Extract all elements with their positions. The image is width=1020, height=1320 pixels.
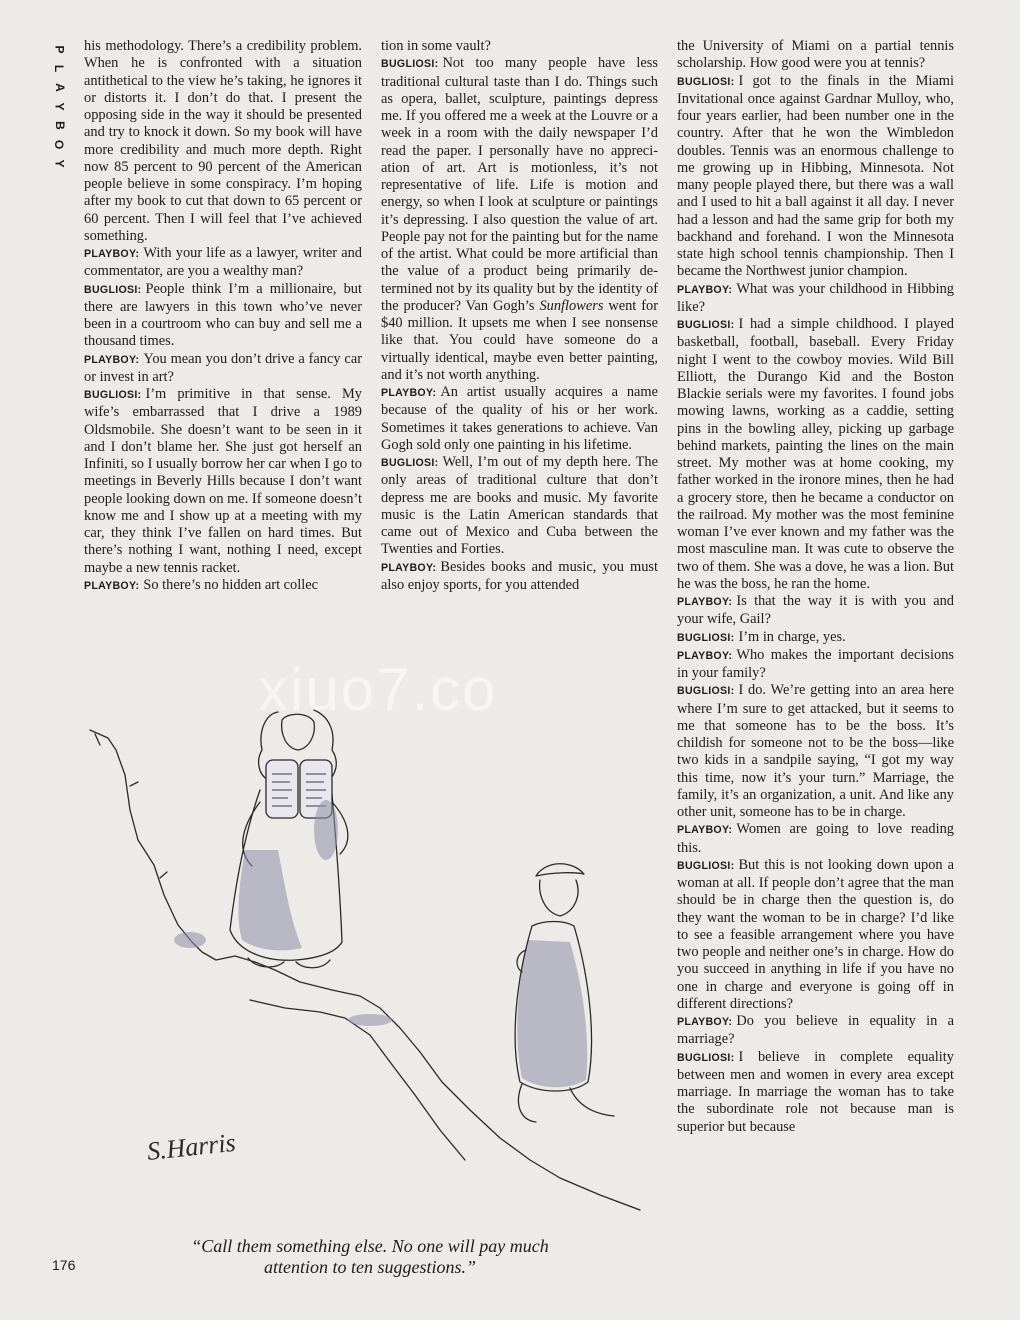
text-column-3	[677, 38, 954, 1136]
paragraph-text: Who makes the important decisions in your family?	[677, 646, 954, 681]
speaker-label: PLAYBOY:	[84, 353, 140, 366]
interview-paragraph	[677, 1013, 954, 1049]
cartoon-illustration	[70, 690, 670, 1220]
paragraph-text: But this is not looking down upon a woman at all. If people don’t agree that the man should be in charge then the question is, do they want the woman to be in charge? I’d like to see a feasible arrangement where you have two people and neither one’s in charge. How do you succeed in anything in life if you have no one in charge and everyone is going off in different directions?	[677, 856, 954, 1012]
paragraph-text: Not too many people have less traditional cultural taste than I do. Things such as opera, ballet, sculpture, paintings depress me. If you offered me a week at the Louvre or a week in a room with the daily newspaper I’d read the paper. I personally have no appreciation of art. Art is motionless, it’s not representative of life. Life is motion and energy, so when I look at sculpture or paintings it’s depressing. I also question the value of art. People pay not for the painting but for the name of the artist. What could be more artificial than the value of a product being primarily determined not by its quality but by the identity of the producer? Van Gogh’s	[381, 55, 658, 314]
speaker-label: PLAYBOY:	[677, 596, 733, 608]
speaker-label: PLAYBOY:	[677, 824, 733, 837]
continued-paragraph	[84, 38, 362, 245]
speaker-label: BUGLIOSI:	[381, 58, 439, 71]
paragraph-text: his methodology. There’s a credibility problem. When he is confronted with a situation antithetical to the view he’s taking, he ignores it or distorts it. I don’t do that. I present the opposing side in the way it should be presented and try to knock it down. So my book will have more credibility and much more depth. Right now 85 percent to 90 percent of the American people believe in some conspiracy. I’m hoping after my book to cut that down to 65 percent or 60 percent. Then I will feel that I’ve achieved something.	[84, 38, 362, 244]
paragraph-text: I got to the finals in the Miami Invitational once against Gardnar Mulloy, who, four years earlier, had been number one in the country. After that he won the Wimbledon doubles. Tennis was an enormous challenge to me growing up in Hibbing, Minnesota. Not many people played there, but there was a wall and I used to hit a ball against it all day. I never had a lesson and had the same grip for both my backhand and forehand. I won the Minnesota state high school tennis championship. Then I became the Northwest junior champion.	[677, 72, 954, 280]
interview-paragraph	[84, 245, 362, 281]
text-column-2	[381, 38, 658, 594]
speaker-label: BUGLIOSI:	[84, 389, 142, 401]
paragraph-text: I’m primitive in that sense. My wife’s embarrassed that I drive a 1989 Oldsmobile. She doesn’t want to be seen in it and I don’t blame her. She just got herself an Infiniti, so I usually borrow her car when I go to meetings in Beverly Hills because I don’t want people looking down on me. If someone doesn’t know me and I show up at a meeting with my car, they think I’ve fallen on hard times. But there’s nothing I want, nothing I need, except maybe a new tennis racket.	[84, 386, 362, 576]
paragraph-text: So there’s no hidden art collec	[143, 576, 319, 593]
paragraph-text: Do you believe in equality in a marriage?	[677, 1013, 954, 1048]
speaker-label: PLAYBOY:	[381, 387, 437, 399]
page-number: 176	[52, 1257, 76, 1273]
sidebar-letter: B	[52, 121, 67, 130]
paragraph-text: I’m in charge, yes.	[738, 628, 846, 645]
text-column-1	[84, 38, 362, 595]
paragraph-text: tion in some vault?	[381, 38, 491, 54]
paragraph-text: Is that the way it is with you and your wife, Gail?	[677, 593, 954, 628]
paragraph-text: With your life as a lawyer, writer and commentator, are you a wealthy man?	[84, 245, 362, 280]
speaker-label: BUGLIOSI:	[677, 859, 735, 872]
man-hat	[536, 864, 584, 876]
continued-paragraph	[677, 38, 954, 73]
moses-feet	[248, 958, 330, 968]
paragraph-text: People think I’m a millionaire, but there are lawyers in this town who’ve never been in a courtroom who can buy and sell me a thousand times.	[84, 280, 362, 350]
interview-paragraph	[677, 593, 954, 629]
speaker-label: BUGLIOSI:	[677, 631, 735, 644]
speaker-label: BUGLIOSI:	[381, 457, 439, 469]
speaker-label: BUGLIOSI:	[677, 685, 735, 698]
caption-line-1: “Call them something else. No one will pay much	[191, 1236, 549, 1256]
interview-paragraph	[677, 281, 954, 317]
interview-paragraph	[381, 454, 658, 559]
sidebar-letter: Y	[52, 102, 67, 111]
speaker-label: BUGLIOSI:	[677, 75, 735, 88]
speaker-label: BUGLIOSI:	[677, 319, 735, 331]
speaker-label: PLAYBOY:	[84, 579, 140, 592]
interview-paragraph	[84, 577, 362, 595]
paragraph-text: I had a simple childhood. I played basketball, football, baseball. Every Friday night I went to the cowboy movies. Wild Bill Elliott, the Durango Kid and the Boston Blackie serials were my favorites. I found jobs mowing lawns, working as a caddie, setting pins in the bowling alley, picking up garbage behind markets, painting the lines on the main street. My mother was at home cooking, my father worked in the ironore mines, then he had a grocery store, then he became a conductor on the railroad. My mother was the most feminine woman I’ve ever known and my father was the most masculine man. It was cute to observe the two of them. She was a dove, he was a lion. But he was the boss, he ran the home.	[677, 316, 954, 592]
interview-paragraph	[677, 629, 954, 647]
speaker-label: PLAYBOY:	[677, 1016, 733, 1028]
interview-paragraph	[677, 682, 954, 821]
watermark-text: xiuo7.co	[258, 656, 498, 723]
man-face	[540, 880, 578, 916]
speaker-label: PLAYBOY:	[677, 283, 733, 296]
interview-paragraph	[677, 821, 954, 857]
speaker-label: PLAYBOY:	[677, 649, 733, 662]
speaker-label: PLAYBOY:	[84, 248, 140, 260]
caption-line-2: attention to ten suggestions.”	[263, 1257, 476, 1277]
interview-paragraph	[677, 316, 954, 593]
paragraph-text: An artist usually acquires a name because of the quality of his or her work. Sometimes it takes generations to achieve. Van Gogh sold only one painting in his lifetime.	[381, 384, 658, 453]
continued-paragraph	[381, 38, 658, 55]
interview-paragraph	[677, 857, 954, 1013]
cartoon-caption	[150, 1236, 590, 1278]
speaker-label: BUGLIOSI:	[84, 283, 142, 296]
paragraph-text: What was your childhood in Hibbing like?	[677, 280, 954, 315]
magazine-sidebar-playboy	[50, 40, 66, 173]
interview-paragraph	[677, 647, 954, 683]
paragraph-text: Besides books and music, you must also enjoy sports, for you attended	[381, 558, 658, 593]
sidebar-letter: L	[52, 64, 67, 73]
sidebar-letter: Y	[52, 159, 67, 168]
speaker-label: BUGLIOSI:	[677, 1051, 735, 1064]
sidebar-letter: A	[52, 83, 67, 92]
speaker-label: PLAYBOY:	[381, 561, 437, 574]
interview-paragraph	[84, 351, 362, 387]
interview-paragraph	[84, 281, 362, 351]
paragraph-text: went for $40 million. It upsets me when I see nonsense like that. You could have someone do a virtually identical, maybe even better painting, and it’s not worth anything.	[381, 297, 658, 383]
interview-paragraph	[381, 384, 658, 454]
interview-paragraph	[677, 73, 954, 281]
paragraph-text: You mean you don’t drive a fancy car or invest in art?	[84, 350, 362, 385]
paragraph-text: I do. We’re getting into an area here where I’m sure to get attacked, but it seems to me that someone has to be the boss. It’s childish for someone not to be the boss—like two kids in a sandpile saying, “I got my way this time, now it’s your turn.” Marriage, the family, it’s an organization, a unit. And like any other unit, someone has to be in charge.	[677, 682, 954, 820]
interview-paragraph	[381, 559, 658, 595]
interview-paragraph	[84, 386, 362, 577]
paragraph-text: Women are going to love reading this.	[677, 821, 954, 856]
interview-paragraph	[677, 1049, 954, 1136]
sidebar-letter: O	[52, 139, 67, 150]
paragraph-text: I believe in complete equality between men and women in every area except marriage. In marriage the woman has to take the subordinate role not because man is superior but because	[677, 1048, 954, 1135]
sidebar-letter: P	[52, 45, 67, 54]
interview-paragraph	[381, 55, 658, 384]
paragraph-text: the University of Miami on a partial tennis scholarship. How good were you at tennis?	[677, 38, 954, 72]
paragraph-text: Well, I’m out of my depth here. The only areas of traditional culture that don’t depress me are books and music. My favorite music is the Latin American standards that came out of Mexico and Cuba between the Twenties and Forties.	[381, 454, 658, 558]
cartoon-signature: S.Harris	[145, 1127, 237, 1166]
italic-title: Sunflowers	[539, 297, 604, 314]
